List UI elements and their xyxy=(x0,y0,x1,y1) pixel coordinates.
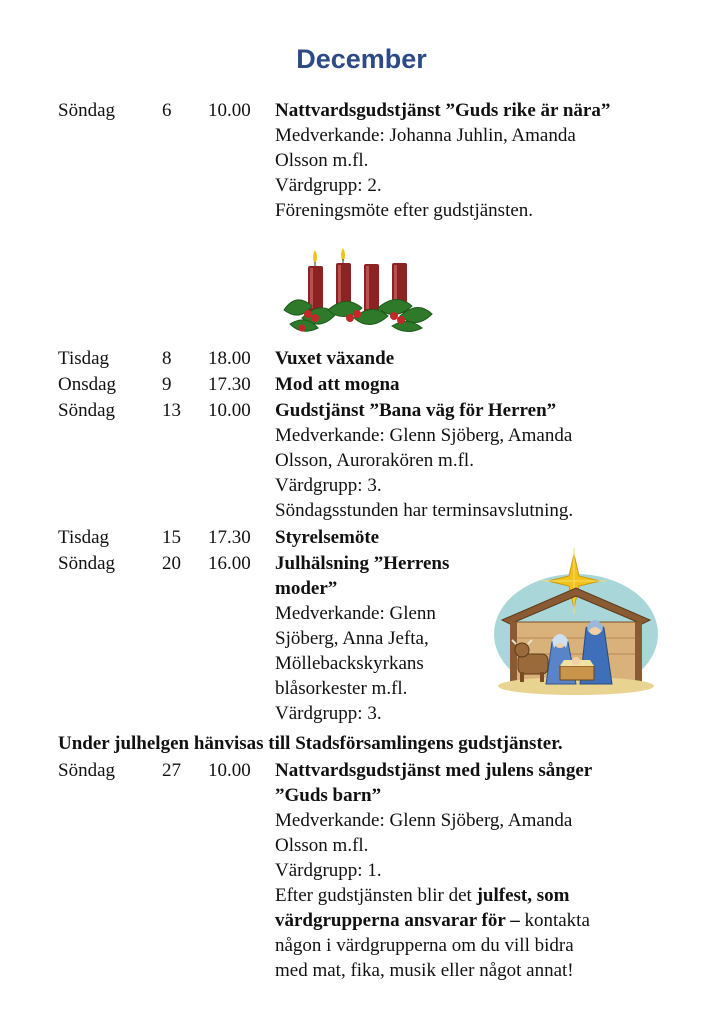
event-heading: Julhälsning ”Herrens xyxy=(275,553,450,574)
event-heading: Nattvardsgudstjänst ”Guds rike är nära” xyxy=(275,100,611,121)
closing-line xyxy=(275,908,695,933)
event-time: 10.00 xyxy=(208,100,251,121)
event-day: Tisdag xyxy=(58,527,110,548)
event-line: Värdgrupp: 1. xyxy=(275,860,382,881)
notice-text: Under julhelgen hänvisas till Stadsförsamlingens gudstjänster. xyxy=(58,733,563,754)
closing-text: Efter gudstjänsten blir det xyxy=(275,885,477,906)
closing-line: någon i värdgrupperna om du vill bidra xyxy=(275,935,574,956)
event-heading: Vuxet växande xyxy=(275,348,395,369)
event-description xyxy=(275,398,695,523)
page-title: December xyxy=(296,44,427,74)
event-description xyxy=(275,551,490,726)
closing-text: kontakta xyxy=(524,910,590,931)
event-date: 20 xyxy=(162,553,181,574)
event-time: 10.00 xyxy=(208,760,251,781)
event-day: Onsdag xyxy=(58,374,117,395)
event-line: Möllebackskyrkans xyxy=(275,653,424,674)
event-description xyxy=(275,372,695,397)
event-line: Söndagsstunden har terminsavslutning. xyxy=(275,500,574,521)
event-heading: ”Guds barn” xyxy=(275,785,382,806)
event-description xyxy=(275,525,695,550)
event-date: 27 xyxy=(162,760,181,781)
event-line: Medverkande: Glenn Sjöberg, Amanda xyxy=(275,810,573,831)
event-time: 10.00 xyxy=(208,400,251,421)
event-time: 17.30 xyxy=(208,374,251,395)
event-description xyxy=(275,346,695,371)
event-date: 8 xyxy=(162,348,172,369)
event-day: Söndag xyxy=(58,100,115,121)
event-line: Olsson m.fl. xyxy=(275,150,369,171)
event-date: 6 xyxy=(162,100,172,121)
event-time: 18.00 xyxy=(208,348,251,369)
event-day: Söndag xyxy=(58,400,115,421)
closing-bold-text: värdgrupperna ansvarar för – xyxy=(275,910,525,931)
event-line: Olsson m.fl. xyxy=(275,835,369,856)
event-line: blåsorkester m.fl. xyxy=(275,678,408,699)
event-line: Medverkande: Johanna Juhlin, Amanda xyxy=(275,125,576,146)
event-time: 16.00 xyxy=(208,553,251,574)
closing-line xyxy=(275,883,695,908)
event-description xyxy=(275,758,695,983)
event-time: 17.30 xyxy=(208,527,251,548)
event-line: Medverkande: Glenn xyxy=(275,603,436,624)
event-line: Olsson, Aurorakören m.fl. xyxy=(275,450,474,471)
event-line: Värdgrupp: 3. xyxy=(275,475,382,496)
event-line: Värdgrupp: 3. xyxy=(275,703,382,724)
event-heading: Mod att mogna xyxy=(275,374,400,395)
event-date: 15 xyxy=(162,527,181,548)
event-description xyxy=(275,98,695,223)
event-day: Söndag xyxy=(58,760,115,781)
event-heading: Nattvardsgudstjänst med julens sånger xyxy=(275,760,593,781)
event-heading: Gudstjänst ”Bana väg för Herren” xyxy=(275,400,557,421)
event-heading: moder” xyxy=(275,578,338,599)
event-line: Föreningsmöte efter gudstjänsten. xyxy=(275,200,534,221)
event-day: Söndag xyxy=(58,553,115,574)
event-heading: Styrelsemöte xyxy=(275,527,380,548)
event-date: 9 xyxy=(162,374,172,395)
advent-candles-illustration xyxy=(282,248,434,336)
event-date: 13 xyxy=(162,400,181,421)
flame-icon xyxy=(313,248,345,264)
event-line: Medverkande: Glenn Sjöberg, Amanda xyxy=(275,425,573,446)
nativity-scene-illustration xyxy=(490,548,660,698)
event-line: Värdgrupp: 2. xyxy=(275,175,382,196)
closing-line: med mat, fika, musik eller något annat! xyxy=(275,960,574,981)
event-day: Tisdag xyxy=(58,348,110,369)
closing-bold-text: julfest, som xyxy=(476,885,570,906)
event-line: Sjöberg, Anna Jefta, xyxy=(275,628,429,649)
